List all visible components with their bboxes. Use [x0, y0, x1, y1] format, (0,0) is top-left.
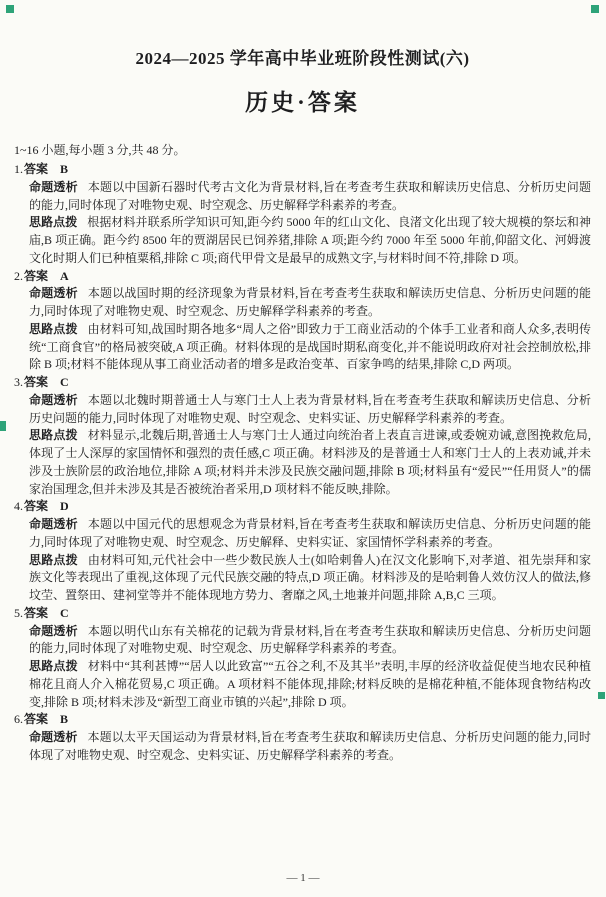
answer-line — [14, 374, 591, 392]
analysis-text: 本题以中国新石器时代考古文化为背景材料,旨在考查考生获取和解读历史信息、分析历史问题的能力,同时体现了对唯物史观、时空观念、历史解释学科素养的考查。 — [29, 179, 591, 212]
analysis-paragraph — [29, 392, 591, 428]
registration-mark-top-left — [6, 5, 14, 13]
hint-label: 思路点拨 — [29, 659, 78, 673]
answer-label: 答案 — [24, 375, 49, 389]
hint-text: 材料显示,北魏后期,普通士人与寒门士人通过向统治者上表直言进谏,或委婉劝诫,意图挽救危局,体现了士人深厚的家国情怀和强烈的责任感,C 项正确。材料涉及的是普通士人和寒门士人的上表劝诫,并未涉及士族阶层的政治地位,排除 A 项;材料并未涉及民族交融问题,排除 B 项;材料虽有“爱民”“任用贤人”的儒家治国理念,但并未涉及其是否被统治者采用,D 项材料不能反映,排除。 — [29, 428, 591, 496]
answer-line — [14, 498, 591, 516]
question-number: 6. — [14, 712, 23, 727]
analysis-label: 命题透析 — [29, 623, 78, 638]
analysis-paragraph — [29, 729, 591, 765]
answer-value: B — [60, 712, 69, 727]
answer-label: 答案 — [24, 499, 49, 514]
answer-value: C — [60, 605, 69, 620]
question-number: 1. — [14, 162, 23, 176]
answer-line — [14, 605, 591, 623]
answer-value: B — [60, 162, 69, 176]
page-number: — 1 — — [286, 872, 320, 884]
hint-text: 材料中“其利甚博”“居人以此致富”“五谷之利,不及其半”表明,丰厚的经济收益促使当地农民种植棉花且商人介入棉花贸易,C 项正确。A 项材料不能体现,排除;材料反映的是棉花种植,不能体现食物结构改变,排除 B 项;材料未涉及“新型工商业市镇的兴起”,排除 D 项。 — [29, 659, 591, 709]
answer-value: D — [60, 499, 69, 514]
analysis-paragraph — [29, 285, 591, 321]
question-number: 4. — [14, 499, 23, 514]
analysis-paragraph — [29, 623, 591, 659]
hint-paragraph — [29, 658, 591, 711]
analysis-label: 命题透析 — [29, 517, 78, 531]
hint-paragraph — [29, 321, 591, 374]
answer-line — [14, 268, 591, 286]
analysis-label: 命题透析 — [29, 730, 78, 744]
answer-line — [14, 711, 591, 729]
analysis-text: 本题以中国元代的思想观念为背景材料,旨在考查考生获取和解读历史信息、分析历史问题的能力,同时体现了对唯物史观、时空观念、历史解释、史料实证、家国情怀学科素养的考查。 — [29, 517, 591, 549]
hint-label: 思路点拨 — [29, 321, 78, 336]
analysis-paragraph — [29, 179, 591, 215]
question-block — [14, 268, 591, 375]
hint-label: 思路点拨 — [29, 552, 78, 567]
analysis-label: 命题透析 — [29, 392, 78, 407]
question-block — [14, 374, 591, 498]
analysis-paragraph — [29, 516, 591, 552]
question-number: 2. — [14, 268, 23, 283]
question-block — [14, 711, 591, 764]
questions-list — [14, 161, 591, 765]
hint-text: 由材料可知,战国时期各地多“周人之俗”即致力于工商业活动的个体手工业者和商人众多,表明传统“工商食官”的格局被突破,A 项正确。材料体现的是战国时期私商变化,并不能说明政府对社会控制放松,排除 B 项;材料不能体现从事工商业活动者的增多是政治变革、百家争鸣的结果,排除 C,D 两项。 — [29, 321, 591, 372]
answer-label: 答案 — [24, 268, 49, 283]
question-block — [14, 498, 591, 605]
answer-label: 答案 — [24, 162, 49, 176]
hint-paragraph — [29, 214, 591, 267]
document-title: 2024—2025 学年高中毕业班阶段性测试(六) — [135, 49, 470, 68]
analysis-label: 命题透析 — [29, 179, 78, 194]
hint-paragraph — [29, 427, 591, 498]
hint-label: 思路点拨 — [29, 428, 78, 443]
analysis-text: 本题以北魏时期普通士人与寒门士人上表为背景材料,旨在考查考生获取和解读历史信息、分析历史问题的能力,同时体现了对唯物史观、时空观念、史料实证、历史解释学科素养的考查。 — [29, 392, 591, 425]
hint-label: 思路点拨 — [29, 215, 78, 230]
registration-mark-left-middle — [0, 421, 6, 431]
analysis-text: 本题以明代山东有关棉花的记载为背景材料,旨在考查考生获取和解读历史信息、分析历史问题的能力,同时体现了对唯物史观、时空观念、历史解释学科素养的考查。 — [29, 623, 591, 656]
registration-mark-right-middle — [598, 692, 605, 699]
document-subtitle: 历史·答案 — [245, 90, 360, 115]
registration-mark-top-right — [591, 5, 599, 13]
answer-value: C — [60, 375, 69, 389]
question-number: 3. — [14, 375, 23, 389]
hint-paragraph — [29, 552, 591, 605]
answer-line — [14, 161, 591, 179]
analysis-text: 本题以战国时期的经济现象为背景材料,旨在考查考生获取和解读历史信息、分析历史问题的能力,同时体现了对唯物史观、时空观念、历史解释学科素养的考查。 — [29, 286, 591, 318]
answer-value: A — [60, 268, 69, 283]
hint-text: 由材料可知,元代社会中一些少数民族人士(如哈剌鲁人)在汉文化影响下,对孝道、祖先崇拜和家族文化等表现出了重视,这体现了元代民族交融的特点,D 项正确。材料涉及的是哈剌鲁人效仿汉人的做法,修坟茔、置祭田、建祠堂等并不能体现地方势力、奢靡之风,土地兼并问题,排除 A,B,C 三项。 — [29, 552, 591, 602]
question-block — [14, 161, 591, 268]
answer-label: 答案 — [24, 605, 49, 620]
question-number: 5. — [14, 605, 23, 620]
answer-label: 答案 — [24, 712, 49, 727]
analysis-text: 本题以太平天国运动为背景材料,旨在考查考生获取和解读历史信息、分析历史问题的能力,同时体现了对唯物史观、时空观念、史料实证、历史解释学科素养的考查。 — [29, 730, 591, 762]
question-block — [14, 605, 591, 712]
intro-line: 1~16 小题,每小题 3 分,共 48 分。 — [14, 143, 186, 157]
hint-text: 根据材料并联系所学知识可知,距今约 5000 年的红山文化、良渚文化出现了较大规模的祭坛和神庙,B 项正确。距今约 8500 年的贾湖居民已饲养猪,排除 A 项;距今约 7000 年至 5000 年前,仰韶文化、河姆渡文化时期人们已种植粟稻,排除 C 项;商代甲骨文是最早的成熟文字,与材料时间不符,排除 D 项。 — [29, 215, 591, 265]
analysis-label: 命题透析 — [29, 286, 78, 301]
